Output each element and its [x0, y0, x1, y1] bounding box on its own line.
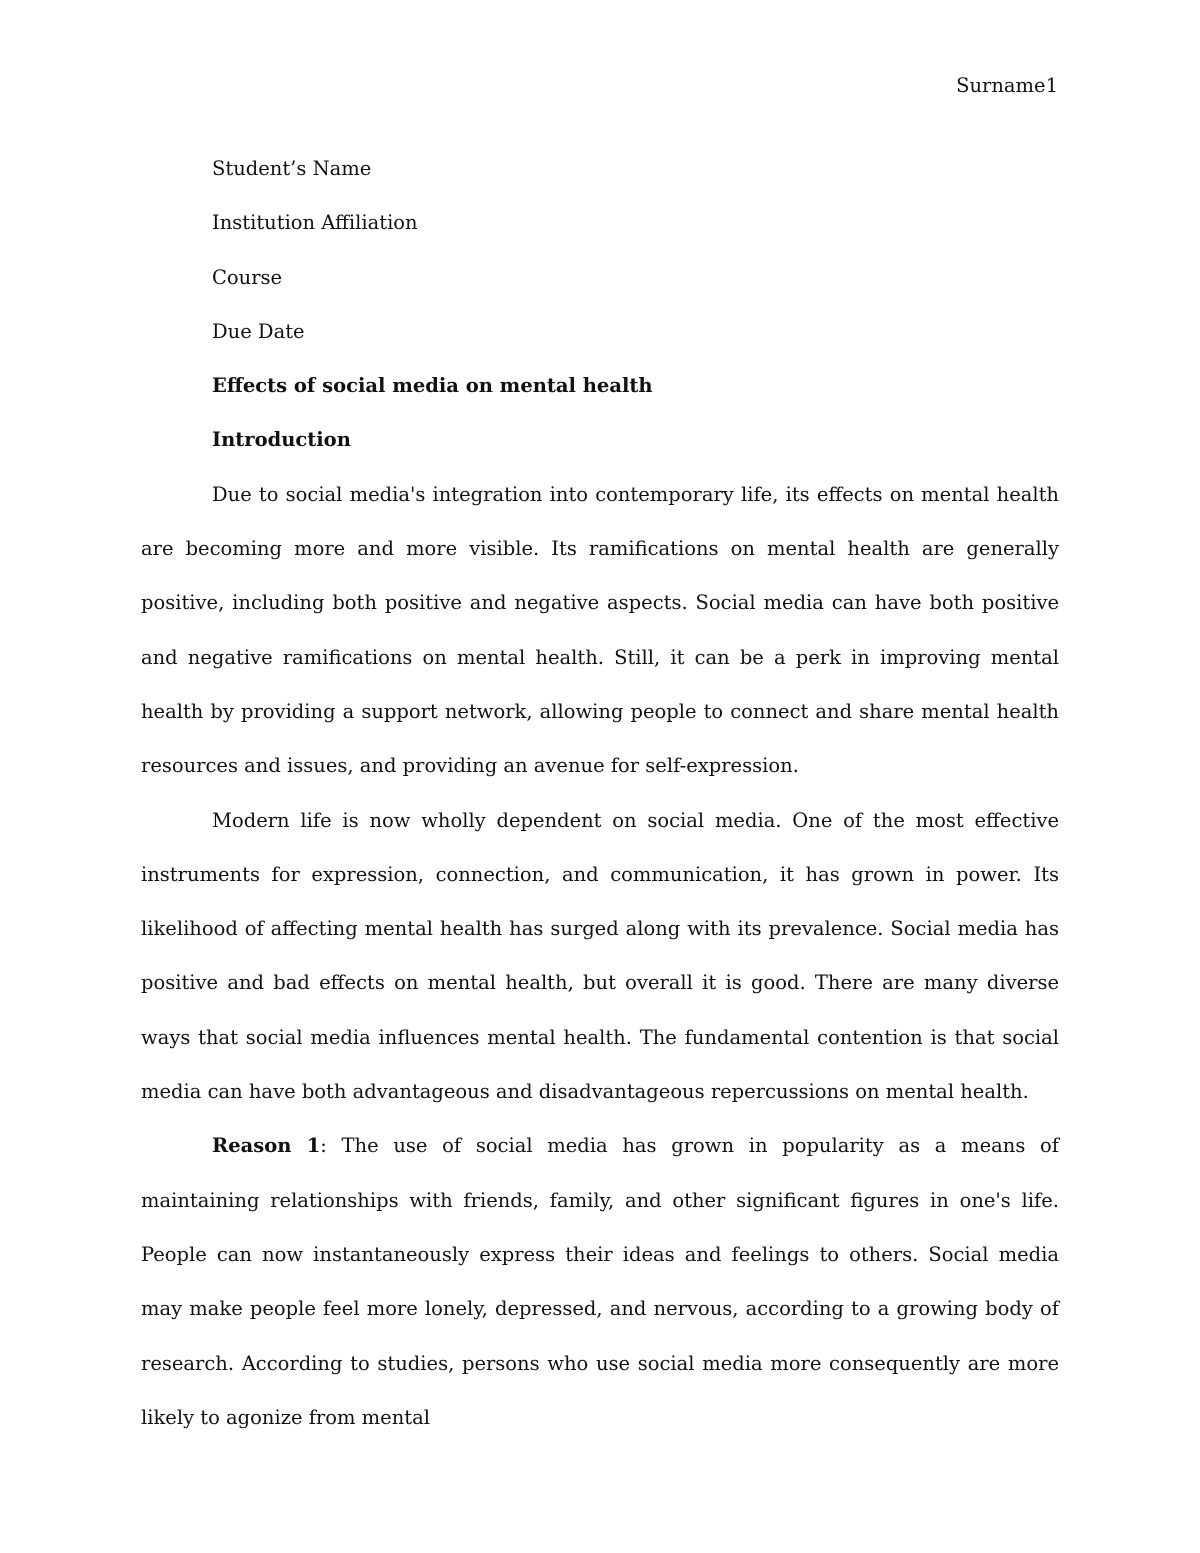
due-date: Due Date: [212, 319, 305, 343]
course: Course: [212, 265, 283, 289]
reason-1-text: : The use of social media has grown in popularity as a means of maintaining relationships with friends, family, and other significant figures in one's life. People can now instantaneously express their ideas and feelings to others. Social media may make people feel more lonely, depressed, and nervous, according to a growing body of research. According to studies, persons who use social media more consequently are more likely to agonize from mental: [141, 1134, 1059, 1429]
intro-paragraph-2: Modern life is now wholly dependent on social media. One of the most effective instruments for expression, connection, and communication, it has grown in power. Its likelihood of affecting mental health has surged along with its prevalence. Social media has positive and bad effects on mental health, but overall it is good. There are many diverse ways that social media influences mental health. The fundamental contention is that social media can have both advantageous and disadvantageous repercussions on mental health.: [141, 808, 1059, 1104]
reason-1-paragraph: [141, 1119, 1059, 1445]
reason-1-label: Reason 1: [212, 1134, 321, 1158]
intro-paragraph-1: Due to social media's integration into contemporary life, its effects on mental health are becoming more and more visible. Its ramifications on mental health are generally positive, including both positive and negative aspects. Social media can have both positive and negative ramifications on mental health. Still, it can be a perk in improving mental health by providing a support network, allowing people to connect and share mental health resources and issues, and providing an avenue for self-expression.: [141, 482, 1059, 778]
introduction-heading: Introduction: [212, 428, 351, 452]
institution-affiliation: Institution Affiliation: [212, 211, 418, 235]
running-head: Surname1: [956, 74, 1058, 97]
student-name: Student’s Name: [212, 157, 372, 180]
document-title: Effects of social media on mental health: [212, 374, 653, 398]
document-body: [141, 142, 1059, 1445]
